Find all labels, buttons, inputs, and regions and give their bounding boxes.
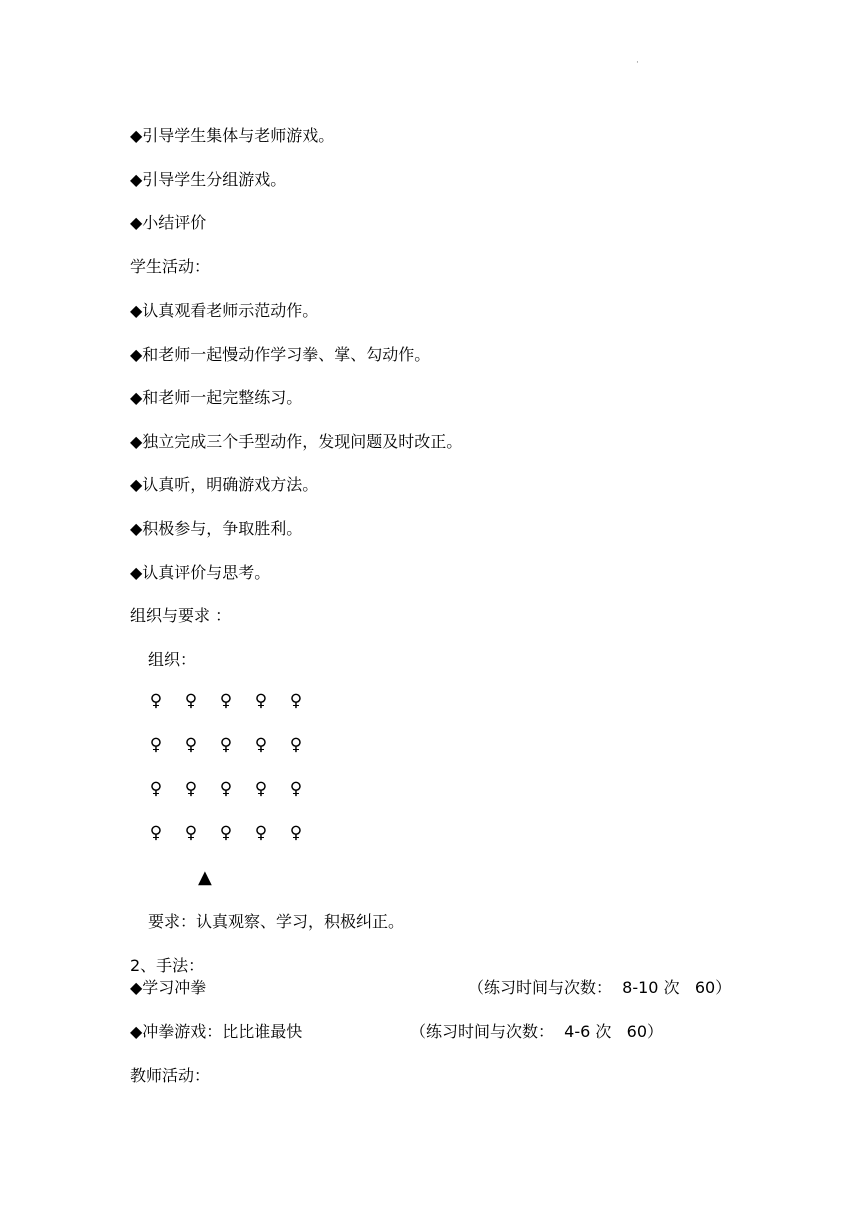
teacher-step-split-game: ◆引导学生分组游戏。 xyxy=(130,170,287,189)
student-marker-icon: ♀ xyxy=(149,823,163,843)
student-marker-icon: ♀ xyxy=(149,735,163,755)
student-marker-icon: ♀ xyxy=(184,735,198,755)
student-marker-icon: ♀ xyxy=(289,823,303,843)
student-marker-icon: ♀ xyxy=(289,691,303,711)
organization-heading: 组织与要求 ： xyxy=(130,606,232,625)
student-marker-icon: ♀ xyxy=(289,779,303,799)
item-punch-game: ◆冲拳游戏：比比谁最快 xyxy=(130,1022,303,1041)
item-punch-game-meta: （练习时间与次数： 4-6 次 60） xyxy=(410,1022,664,1041)
student-marker-icon: ♀ xyxy=(184,691,198,711)
teacher-step-group-game: ◆引导学生集体与老师游戏。 xyxy=(130,126,335,145)
student-marker-icon: ♀ xyxy=(149,691,163,711)
page-marker: · xyxy=(636,58,639,68)
student-activity-heading: 学生活动： xyxy=(130,257,211,276)
student-marker-icon: ♀ xyxy=(219,779,233,799)
student-marker-icon: ♀ xyxy=(254,823,268,843)
student-marker-icon: ♀ xyxy=(184,779,198,799)
teacher-step-summary: ◆小结评价 xyxy=(130,213,207,232)
student-step-6: ◆积极参与，争取胜利。 xyxy=(130,519,303,538)
student-step-2: ◆和老师一起慢动作学习拳、掌、勾动作。 xyxy=(130,345,431,364)
student-marker-icon: ♀ xyxy=(149,779,163,799)
student-marker-icon: ♀ xyxy=(254,691,268,711)
student-marker-icon: ♀ xyxy=(254,735,268,755)
student-step-7: ◆认真评价与思考。 xyxy=(130,563,271,582)
teacher-marker-icon: ▲ xyxy=(198,867,212,888)
student-marker-icon: ♀ xyxy=(254,779,268,799)
student-marker-icon: ♀ xyxy=(219,823,233,843)
organization-label: 组织： xyxy=(148,650,197,669)
item-punch-practice-meta: （练习时间与次数： 8-10 次 60） xyxy=(468,978,732,997)
requirement-text: 要求：认真观察、学习，积极纠正。 xyxy=(148,912,405,931)
student-step-1: ◆认真观看老师示范动作。 xyxy=(130,301,319,320)
student-marker-icon: ♀ xyxy=(184,823,198,843)
student-marker-icon: ♀ xyxy=(219,735,233,755)
student-marker-icon: ♀ xyxy=(289,735,303,755)
student-marker-icon: ♀ xyxy=(219,691,233,711)
student-step-4: ◆独立完成三个手型动作，发现问题及时改正。 xyxy=(130,432,463,451)
section-2-heading: 2、手法： xyxy=(130,956,205,975)
student-step-5: ◆认真听，明确游戏方法。 xyxy=(130,475,319,494)
item-punch-practice: ◆学习冲拳 xyxy=(130,978,207,997)
teacher-activity-heading: 教师活动： xyxy=(130,1066,211,1085)
student-step-3: ◆和老师一起完整练习。 xyxy=(130,388,303,407)
